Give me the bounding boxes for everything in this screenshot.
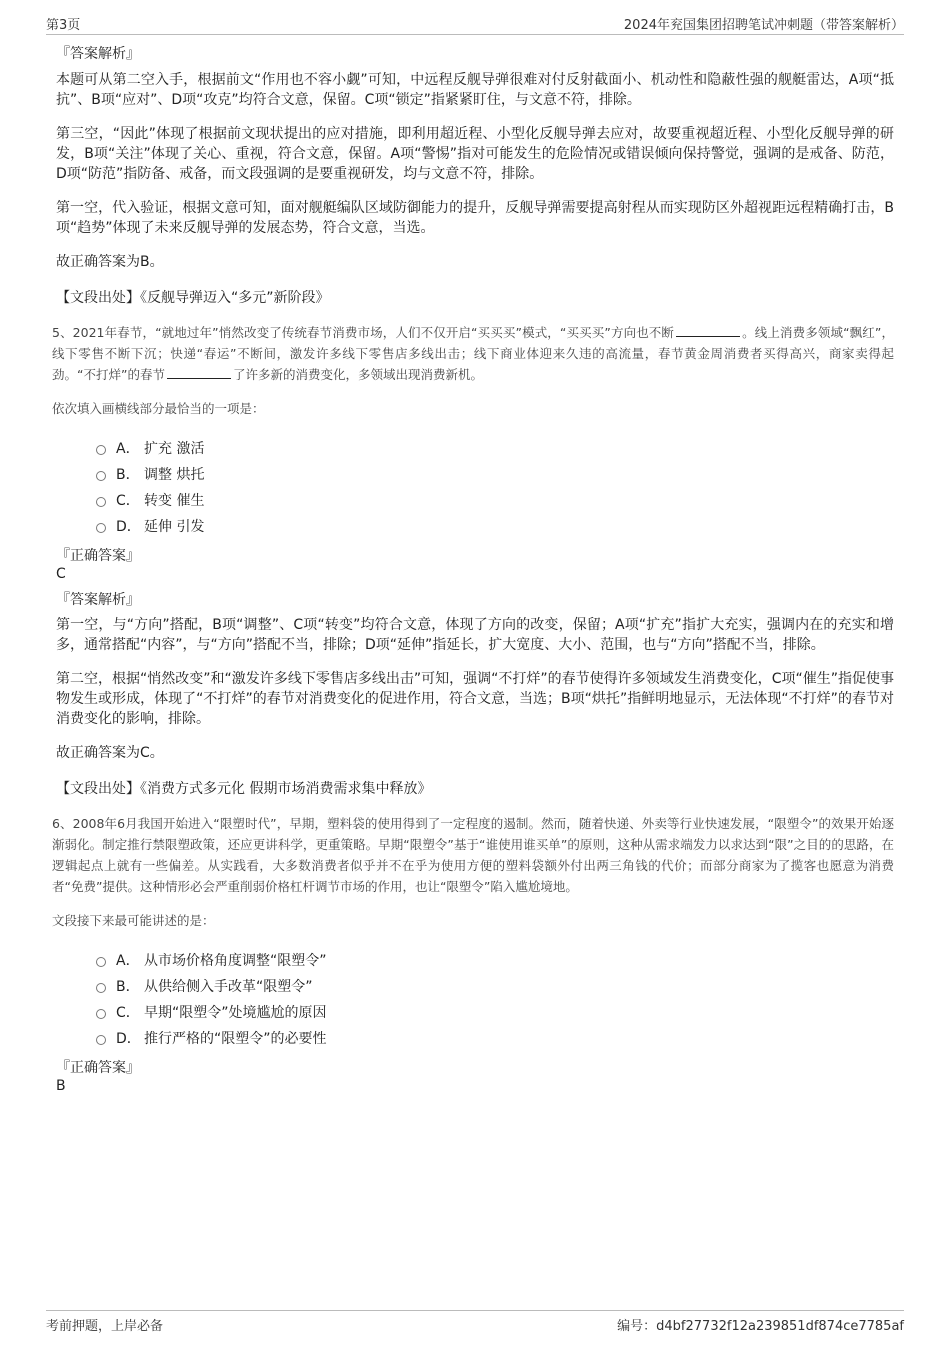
correct-answer: C — [56, 566, 66, 582]
option-d[interactable] — [96, 513, 894, 539]
option-text: 从供给侧入手改革“限塑令” — [144, 979, 313, 995]
options-list — [96, 435, 894, 539]
question-6-text: 6、2008年6月我国开始进入“限塑时代”，早期，塑料袋的使用得到了一定程度的遏制。然而，随着快递、外卖等行业快速发展，“限塑令”的效果开始逐渐弱化。制定推行禁限塑政策，还应更讲科学，更重策略。早期“限塑令”基于“谁使用谁买单”的原则，这种从需求端发力以求达到“限”之目的的思路，在逻辑起点上就有一些偏差。从实践看，大多数消费者似乎并不在乎为使用方便的塑料袋额外付出两三角钱的代价；而部分商家为了揽客也愿意为消费者“免费”提供。这种情形必会严重削弱价格杠杆调节市场的作用，也让“限塑令”陷入尴尬境地。 — [52, 816, 894, 894]
radio-icon[interactable] — [96, 445, 106, 455]
option-text: 延伸 引发 — [144, 519, 205, 535]
question-prompt: 依次填入画横线部分最恰当的一项是： — [52, 401, 265, 416]
page-footer — [46, 1310, 904, 1335]
conclusion: 故正确答案为B。 — [56, 254, 164, 270]
option-letter: C． — [116, 493, 140, 509]
page-header — [46, 12, 904, 35]
radio-icon[interactable] — [96, 471, 106, 481]
option-letter: A． — [116, 441, 140, 457]
option-a[interactable] — [96, 947, 894, 973]
analysis-label: 『答案解析』 — [56, 46, 140, 62]
option-a[interactable] — [96, 435, 894, 461]
radio-icon[interactable] — [96, 957, 106, 967]
option-c[interactable] — [96, 487, 894, 513]
analysis-label: 『答案解析』 — [56, 592, 140, 608]
analysis-paragraph: 第一空，代入验证，根据文意可知，面对舰艇编队区域防御能力的提升，反舰导弹需要提高射程从而实现防区外超视距远程精确打击，B项“趋势”体现了未来反舰导弹的发展态势，符合文意，当选。 — [56, 200, 894, 236]
source-citation: 【文段出处】《反舰导弹迈入“多元”新阶段》 — [56, 290, 330, 306]
option-text: 从市场价格角度调整“限塑令” — [144, 953, 327, 969]
radio-icon[interactable] — [96, 1009, 106, 1019]
document-id: 编号：d4bf27732f12a239851df874ce7785af — [617, 1319, 904, 1334]
source-citation: 【文段出处】《消费方式多元化 假期市场消费需求集中释放》 — [56, 781, 432, 797]
radio-icon[interactable] — [96, 523, 106, 533]
option-b[interactable] — [96, 461, 894, 487]
option-text: 扩充 激活 — [144, 441, 205, 457]
correct-answer: B — [56, 1078, 66, 1094]
option-c[interactable] — [96, 999, 894, 1025]
option-text: 推行严格的“限塑令”的必要性 — [144, 1031, 327, 1047]
option-text: 调整 烘托 — [144, 467, 205, 483]
question-prompt: 文段接下来最可能讲述的是： — [52, 913, 215, 928]
question-5-text — [52, 322, 894, 385]
page-number: 第3页 — [46, 18, 81, 33]
radio-icon[interactable] — [96, 1035, 106, 1045]
option-letter: D． — [116, 1031, 141, 1047]
option-letter: A． — [116, 953, 140, 969]
options-list — [96, 947, 894, 1051]
option-d[interactable] — [96, 1025, 894, 1051]
analysis-paragraph: 本题可从第二空入手，根据前文“作用也不容小觑”可知，中远程反舰导弹很难对付反射截面小、机动性和隐蔽性强的舰艇雷达，A项“抵抗”、B项“应对”、D项“攻克”均符合文意，保留。C项“锁定”指紧紧盯住，与文意不符，排除。 — [56, 72, 894, 108]
fill-blank — [167, 366, 231, 379]
option-letter: B． — [116, 979, 140, 995]
radio-icon[interactable] — [96, 983, 106, 993]
analysis-paragraph: 第一空，与“方向”搭配，B项“调整”、C项“转变”均符合文意，体现了方向的改变，保留；A项“扩充”指扩大充实，强调内在的充实和增多，通常搭配“内容”，与“方向”搭配不当，排除；D项“延伸”指延长，扩大宽度、大小、范围，也与“方向”搭配不当，排除。 — [56, 617, 894, 653]
option-letter: D． — [116, 519, 141, 535]
fill-blank — [676, 324, 740, 337]
question-text-part: 。线上消费多领域“飘红”，线下零售不断下沉；快递“春运”不断间，激发许多线下零售店多线出击；线下商业体迎来久违的高流量，春节黄金周消费者买得高兴，商家卖得起劲。“不打烊”的春节 — [52, 325, 895, 382]
question-text-part: 了许多新的消费变化，多领域出现消费新机。 — [232, 367, 483, 382]
correct-answer-label: 『正确答案』 — [56, 548, 140, 564]
question-text-part: 5、2021年春节，“就地过年”悄然改变了传统春节消费市场，人们不仅开启“买买买”模式，“买买买”方向也不断 — [52, 325, 675, 340]
option-letter: B． — [116, 467, 140, 483]
option-text: 早期“限塑令”处境尴尬的原因 — [144, 1005, 327, 1021]
option-letter: C． — [116, 1005, 140, 1021]
option-text: 转变 催生 — [144, 493, 205, 509]
correct-answer-label: 『正确答案』 — [56, 1060, 140, 1076]
analysis-paragraph: 第二空，根据“悄然改变”和“激发许多线下零售店多线出击”可知，强调“不打烊”的春节使得许多领域发生消费变化，C项“催生”指促使事物发生或形成，体现了“不打烊”的春节对消费变化的促进作用，符合文意，当选；B项“烘托”指鲜明地显示，无法体现“不打烊”的春节对消费变化的影响，排除。 — [56, 671, 894, 727]
document-title: 2024年兖国集团招聘笔试冲刺题（带答案解析） — [623, 18, 904, 33]
option-b[interactable] — [96, 973, 894, 999]
radio-icon[interactable] — [96, 497, 106, 507]
document-body — [52, 44, 895, 1095]
conclusion: 故正确答案为C。 — [56, 745, 164, 761]
footer-slogan: 考前押题，上岸必备 — [46, 1319, 164, 1334]
analysis-paragraph: 第三空，“因此”体现了根据前文现状提出的应对措施，即利用超近程、小型化反舰导弹去应对，故要重视超近程、小型化反舰导弹的研发，B项“关注”体现了关心、重视，符合文意，保留。A项“警惕”指对可能发生的危险情况或错误倾向保持警觉，强调的是戒备、防范，D项“防范”指防备、戒备，而文段强调的是要重视研发，均与文意不符，排除。 — [56, 126, 894, 182]
